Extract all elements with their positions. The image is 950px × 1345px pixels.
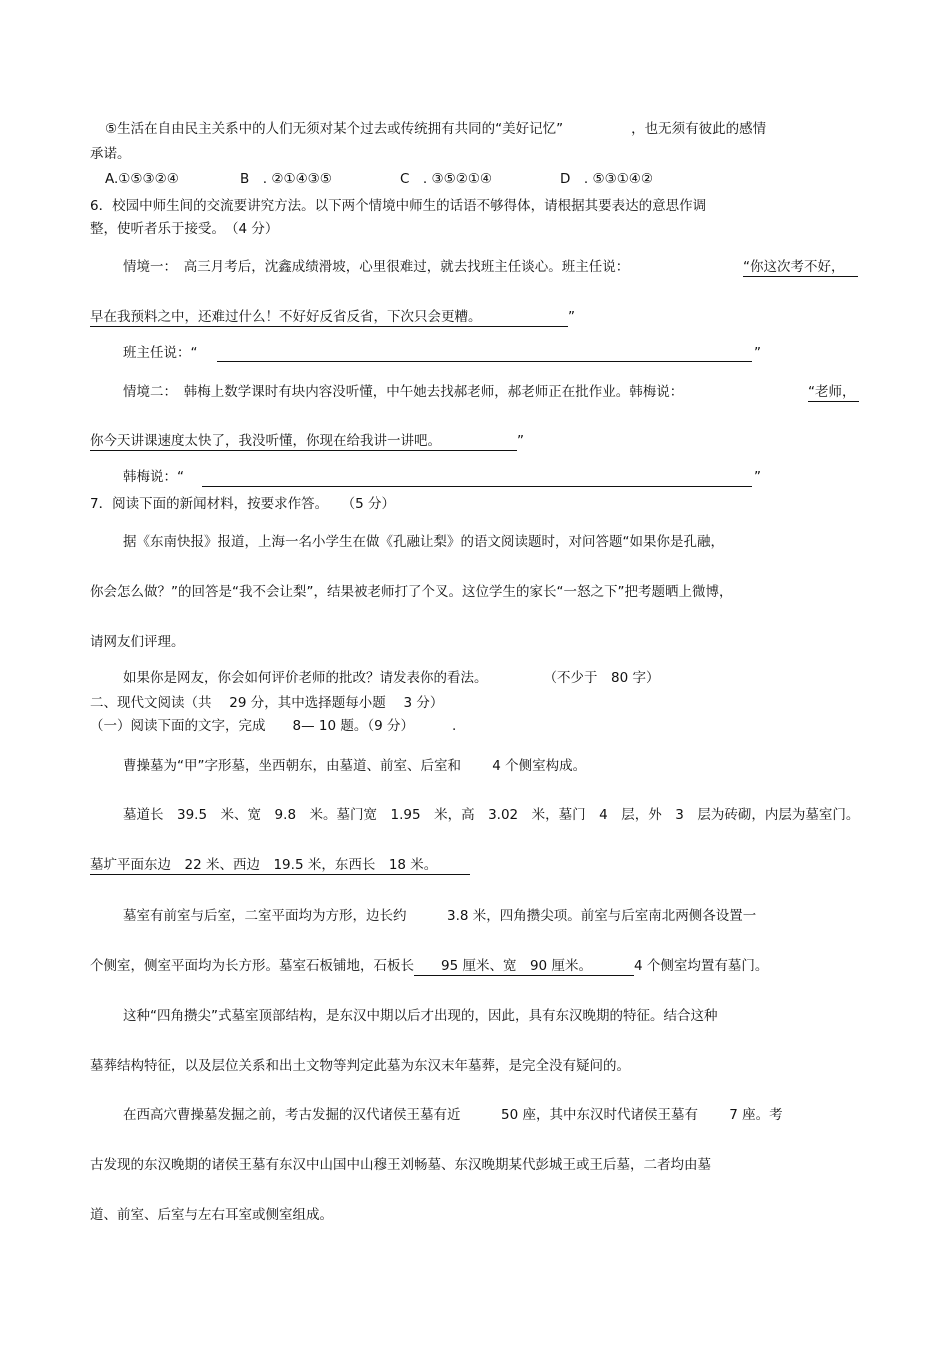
q6-scenario1-quote-start: “你这次考不好， bbox=[743, 258, 858, 277]
q6-answer1-blank[interactable] bbox=[217, 361, 752, 362]
section2-subtitle: （一）阅读下面的文字，完成 8— 10 题。（9 分） . bbox=[90, 718, 457, 734]
q5-option-a: A.①⑤③②④ bbox=[105, 171, 179, 187]
passage-p6-line2: 古发现的东汉晚期的诸侯王墓有东汉中山国中山穆王刘畅墓、东汉晚期某代彭城王或王后墓，二者均由墓 bbox=[90, 1157, 711, 1173]
passage-p3: 墓圹平面东边 22 米、西边 19.5 米，东西长 18 米。 bbox=[90, 856, 470, 875]
passage-p4-line2: 个侧室，侧室平面均为长方形。墓室石板铺地，石板长 95 厘米、宽 90 厘米。 4 个侧室均置有墓门。 bbox=[90, 958, 769, 974]
q6-prompt-line1: 6．校园中师生间的交流要讲究方法。以下两个情境中师生的话语不够得体，请根据其要表达的意思作调 bbox=[90, 198, 707, 214]
passage-p4-line1: 墓室有前室与后室，二室平面均为方形，边长约 3.8 米，四角攒尖项。前室与后室南北两侧各设置一 bbox=[123, 908, 757, 924]
q6-answer2-close: ” bbox=[754, 469, 761, 485]
q7-task: 如果你是网友，你会如何评价老师的批改？请发表你的看法。 （不少于 80 字） bbox=[123, 670, 660, 686]
q7-news-line3: 请网友们评理。 bbox=[90, 634, 185, 650]
q5-line2: 承诺。 bbox=[90, 146, 131, 162]
passage-p6-line1: 在西高穴曹操墓发掘之前，考古发掘的汉代诸侯王墓有近 50 座，其中东汉时代诸侯王墓有 7 座。考 bbox=[123, 1107, 783, 1123]
q5-option-c: C . ③⑤②①④ bbox=[400, 171, 493, 187]
passage-p1: 曹操墓为“甲”字形墓，坐西朝东，由墓道、前室、后室和 4 个侧室构成。 bbox=[123, 758, 587, 774]
q5-option-b: B . ②①④③⑤ bbox=[240, 171, 332, 187]
q5-option-d: D . ⑤③①④② bbox=[560, 171, 653, 187]
passage-p6-line3: 道、前室、后室与左右耳室或侧室组成。 bbox=[90, 1207, 333, 1223]
q6-answer2-label: 韩梅说：“ bbox=[123, 469, 184, 485]
q6-scenario2-text: 情境二： 韩梅上数学课时有块内容没听懂，中午她去找郝老师，郝老师正在批作业。韩梅说： bbox=[123, 384, 684, 400]
q5-line1: ⑤生活在自由民主关系中的人们无须对某个过去或传统拥有共同的“美好记忆” ，也无须有彼此的感情 bbox=[105, 121, 767, 137]
q6-prompt-line2: 整，使听者乐于接受。 （4 分） bbox=[90, 221, 279, 237]
q7-news-line2: 你会怎么做？”的回答是“我不会让梨”，结果被老师打了个叉。这位学生的家长“一怒之下”把考题晒上微博， bbox=[90, 584, 733, 600]
q6-answer1-label: 班主任说：“ bbox=[123, 345, 198, 361]
passage-p2: 墓道长 39.5 米、宽 9.8 米。墓门宽 1.95 米，高 3.02 米，墓门 4 层，外 3 层为砖砌，内层为墓室门。 bbox=[123, 807, 860, 823]
passage-p5-line2: 墓葬结构特征，以及层位关系和出土文物等判定此墓为东汉末年墓葬，是完全没有疑问的。 bbox=[90, 1058, 630, 1074]
q7-news-line1: 据《东南快报》报道，上海一名小学生在做《孔融让梨》的语文阅读题时，对问答题“如果你是孔融， bbox=[123, 534, 724, 550]
q6-answer2-blank[interactable] bbox=[202, 486, 752, 487]
passage-p5-line1: 这种“四角攒尖”式墓室顶部结构，是东汉中期以后才出现的，因此，具有东汉晚期的特征。结合这种 bbox=[123, 1008, 718, 1024]
q6-scenario2-quote-start: “老师， bbox=[808, 383, 859, 402]
q6-scenario2-quote: 你今天讲课速度太快了，我没听懂，你现在给我讲一讲吧。 ” bbox=[90, 433, 524, 449]
q6-scenario1-quote: 早在我预料之中，还难过什么！不好好反省反省，下次只会更糟。 ” bbox=[90, 309, 575, 325]
q7-prompt: 7．阅读下面的新闻材料，按要求作答。 （5 分） bbox=[90, 496, 395, 512]
q6-answer1-close: ” bbox=[754, 345, 761, 361]
q6-scenario1-text: 情境一： 高三月考后，沈鑫成绩滑坡，心里很难过，就去找班主任谈心。班主任说： bbox=[123, 259, 630, 275]
section2-title: 二、现代文阅读（共 29 分，其中选择题每小题 3 分） bbox=[90, 695, 444, 711]
